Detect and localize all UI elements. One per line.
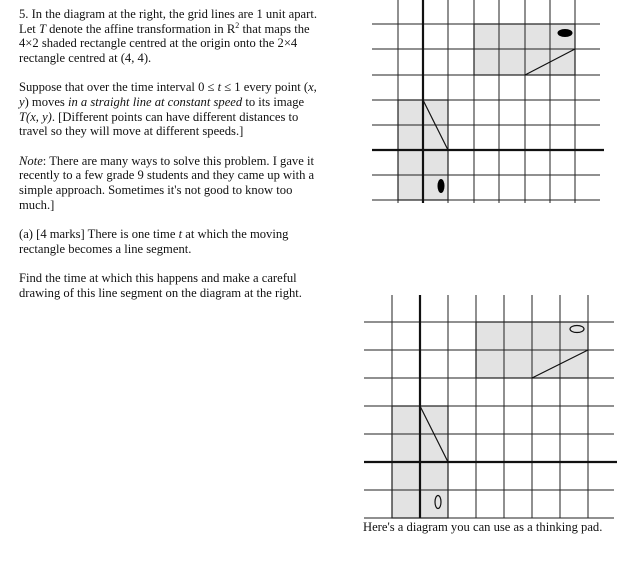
p2-Txy: T(x, y) xyxy=(19,109,52,124)
p2-text-d: to its image xyxy=(242,94,305,109)
intro-sup: 2 xyxy=(235,20,240,30)
part-a-label: (a) [4 marks] There is one time xyxy=(19,227,179,242)
p2-text-c: ) moves xyxy=(24,94,68,109)
filled-dot-image xyxy=(558,29,573,37)
find-text: Find the time at which this happens and make a careful drawing of this line segment on the diagram at the right. xyxy=(19,271,302,300)
p2-text-a: Suppose that over the time interval 0 ≤ xyxy=(19,80,218,95)
p2-emphasis: in a straight line at constant speed xyxy=(67,94,243,109)
note-text: : There are many ways to solve this problem. I gave it recently to a few grade 9 students and they came up with a simple approach. Sometimes it's not good to know too much.] xyxy=(19,153,315,212)
p2-text-e: . [Different points can have different distances to travel so they will move at different speeds.] xyxy=(19,109,299,139)
intro-text-a: In the diagram at the right, the grid lines are 1 unit apart. Let xyxy=(19,7,317,36)
intro-text-b: denote the affine transformation in R xyxy=(45,21,236,36)
diagram-top xyxy=(372,0,604,203)
p2-xy: x, y xyxy=(19,80,317,109)
filled-dot-original xyxy=(438,179,445,193)
part-a-text: at which the moving rectangle becomes a line segment. xyxy=(19,227,289,256)
p2-text-b: ≤ 1 every point ( xyxy=(221,80,309,95)
p2-t: t xyxy=(217,80,222,95)
intro-text-c: that maps the 4×2 shaded rectangle centred at the origin onto the 2×4 rectangle centred at (4, 4). xyxy=(19,21,310,65)
part-a-t: t xyxy=(178,227,183,242)
note-label: Note xyxy=(19,153,43,168)
problem-number: 5. xyxy=(19,7,29,21)
thinking-pad-caption: Here's a diagram you can use as a thinking pad. xyxy=(363,520,603,534)
diagram-bottom xyxy=(364,295,617,518)
intro-T: T xyxy=(38,21,46,36)
